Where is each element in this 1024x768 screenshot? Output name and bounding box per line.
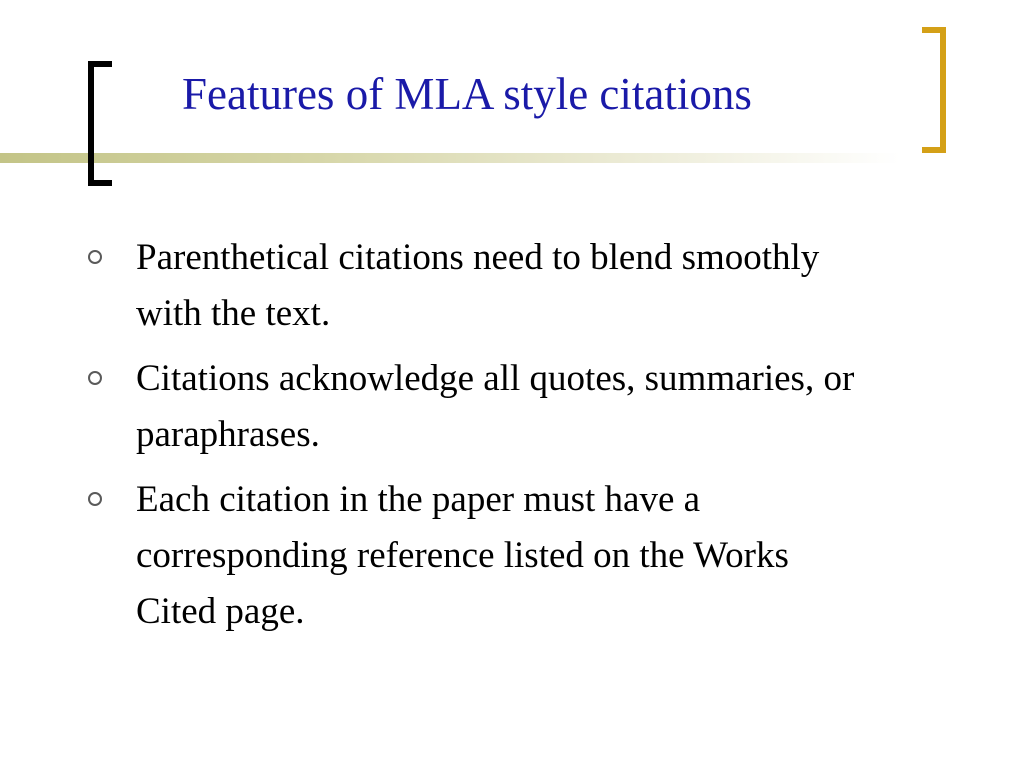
hollow-circle-bullet-icon xyxy=(88,492,102,506)
slide-title: Features of MLA style citations xyxy=(182,69,752,119)
bullet-item xyxy=(88,472,868,640)
hollow-circle-bullet-icon xyxy=(88,250,102,264)
bullet-list xyxy=(88,230,868,649)
left-bracket-decoration xyxy=(88,61,112,186)
bullet-item xyxy=(88,230,868,342)
bullet-text: Parenthetical citations need to blend smoothly with the text. xyxy=(136,237,820,334)
hollow-circle-bullet-icon xyxy=(88,371,102,385)
bullet-text: Each citation in the paper must have a corresponding reference listed on the Works Cited page. xyxy=(136,479,789,632)
decorative-gradient-line xyxy=(0,153,900,163)
bullet-text: Citations acknowledge all quotes, summaries, or paraphrases. xyxy=(136,358,855,455)
right-bracket-decoration xyxy=(922,27,946,153)
bullet-item xyxy=(88,351,868,463)
